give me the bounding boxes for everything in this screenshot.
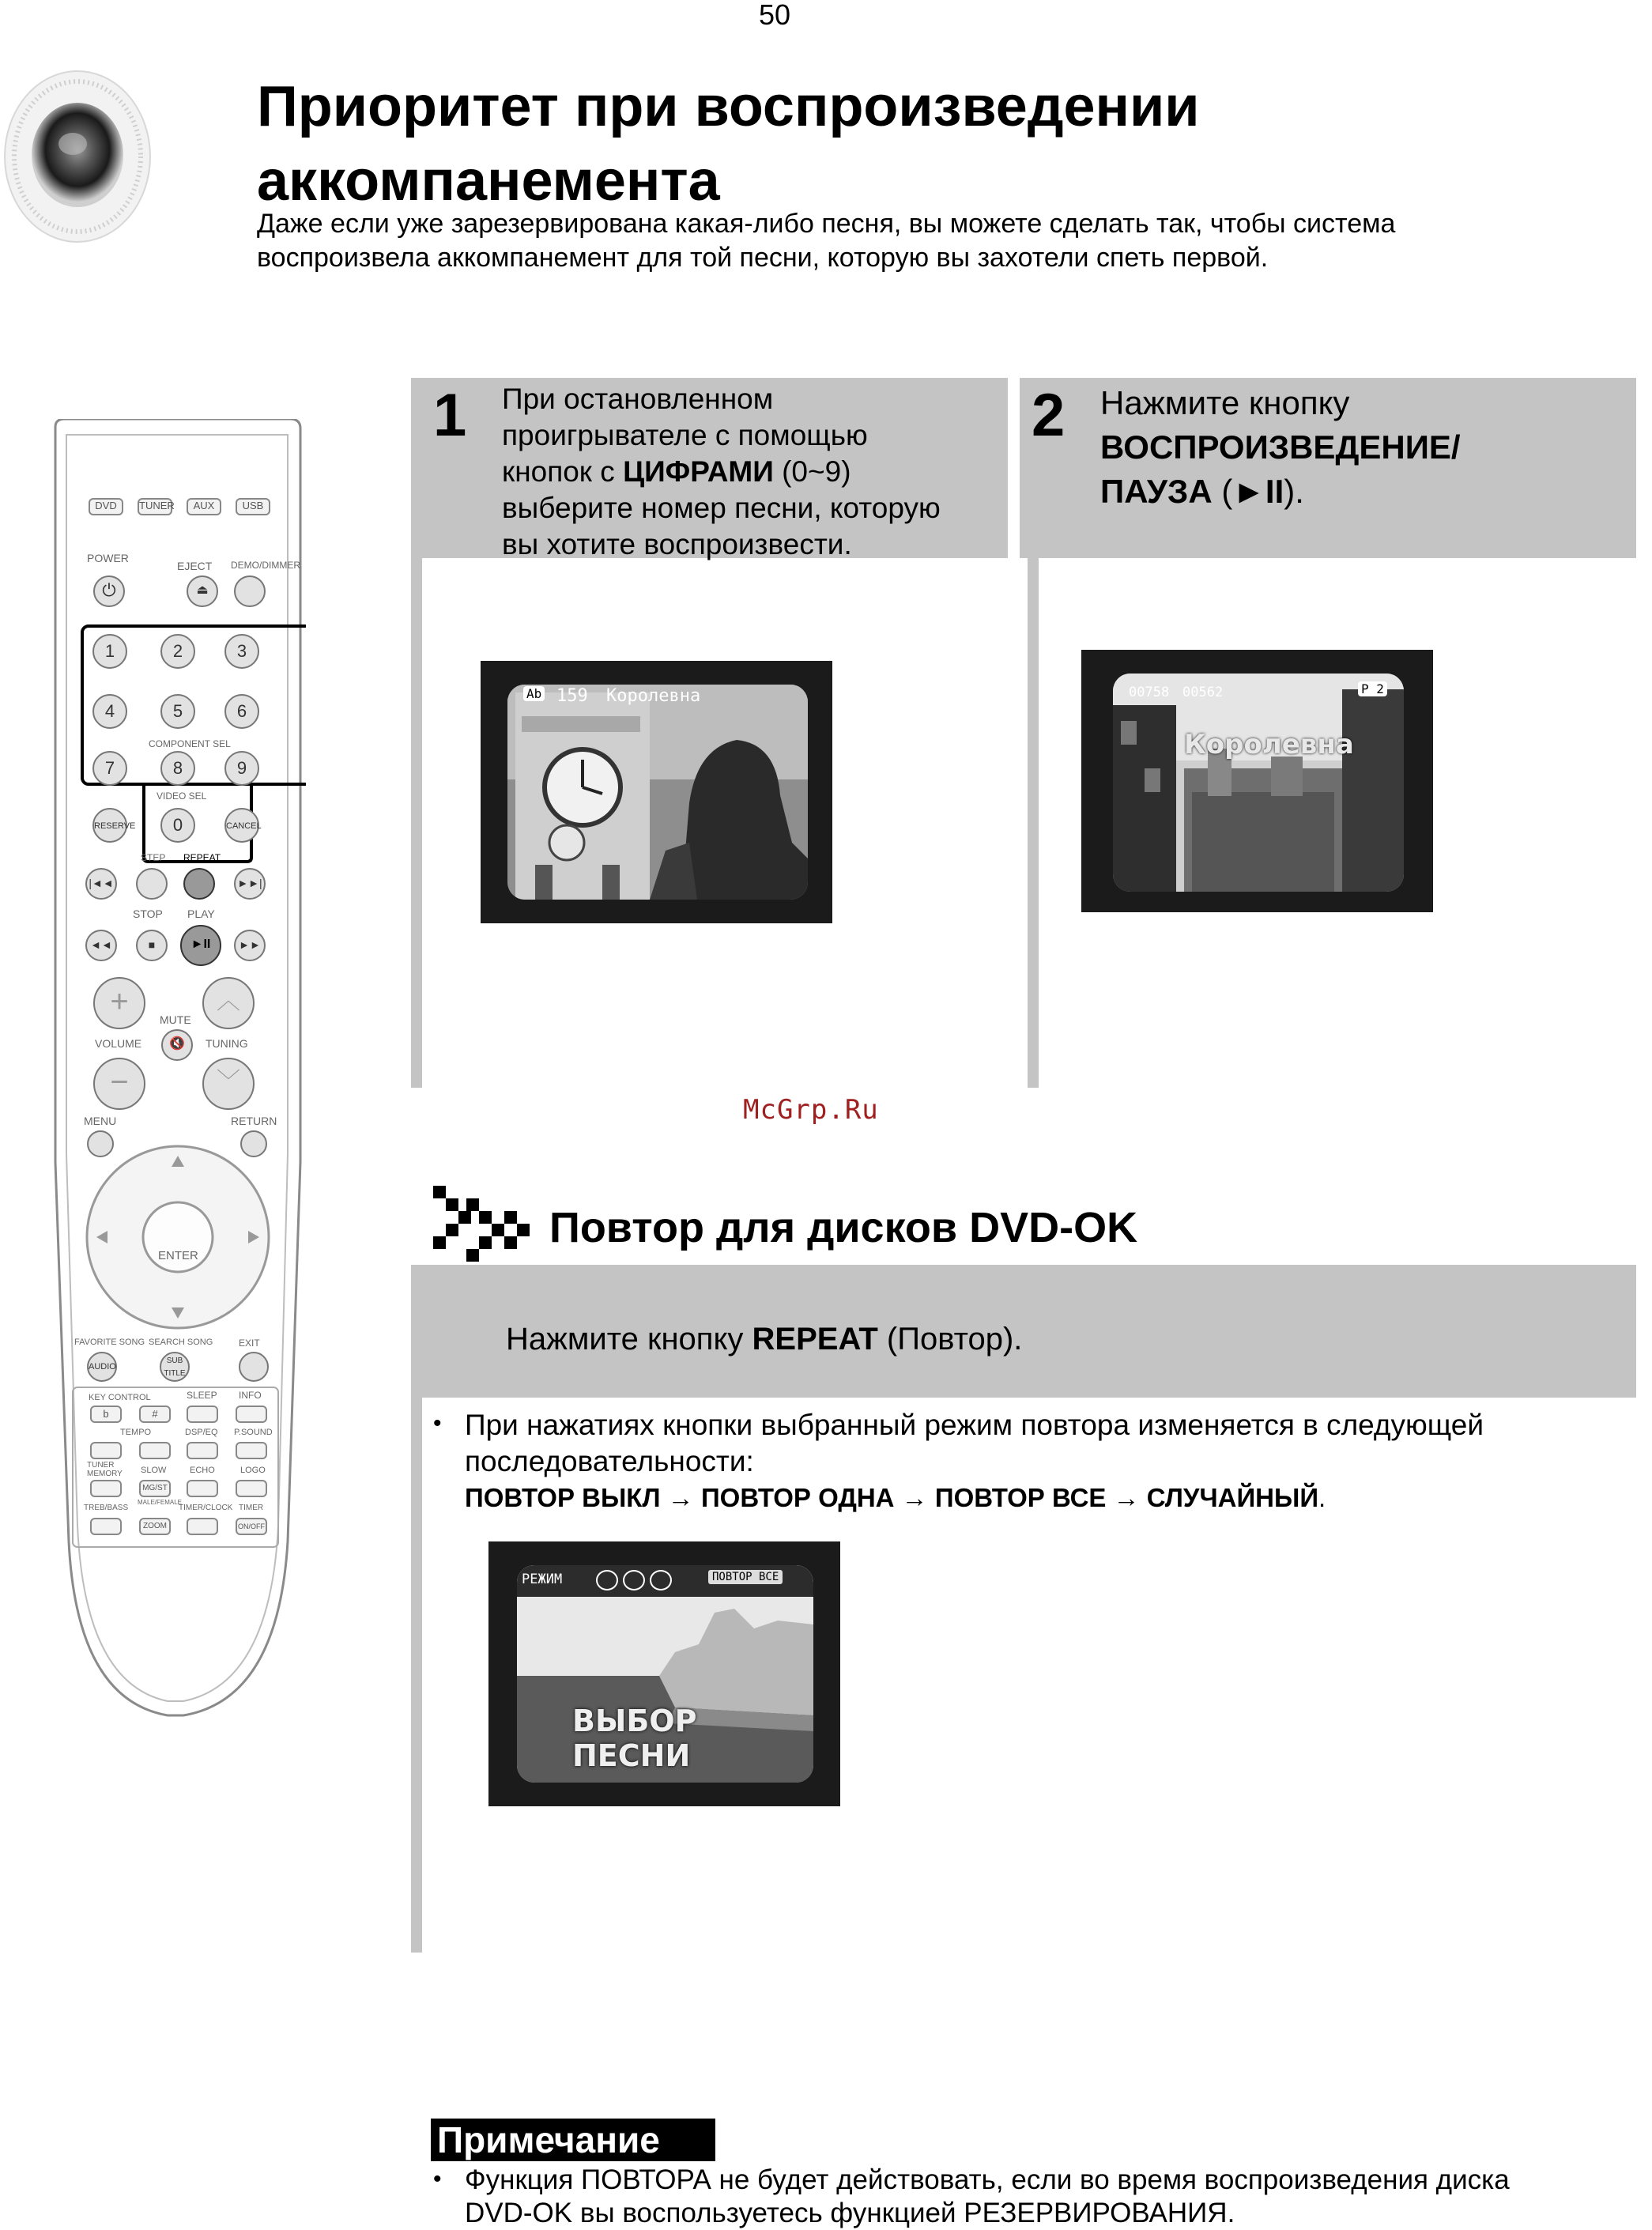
remote-down-button[interactable] <box>152 1282 204 1322</box>
repeat-side-bar <box>411 1265 422 1953</box>
remote-demo-button[interactable] <box>234 575 266 607</box>
intro-paragraph: Даже если уже зарезервирована какая-либо песня, вы можете сделать так, чтобы система воспроизвела аккомпанемент для той песни, которую вы захотели спеть первой. <box>257 209 1396 273</box>
remote-favorite-song-label: FAVORITE SONG <box>74 1338 145 1347</box>
remote-digit-2[interactable]: 2 <box>160 634 195 669</box>
remote-left-button[interactable] <box>90 1213 138 1261</box>
remote-tempo-label: TEMPO <box>120 1428 152 1437</box>
remote-dvd-button[interactable]: DVD <box>89 498 123 515</box>
remote-sharp-button[interactable]: # <box>139 1406 171 1423</box>
remote-sleep-button[interactable] <box>187 1406 218 1423</box>
section-title: Повтор для дисков DVD-OK <box>549 1204 1138 1251</box>
remote-stop-button[interactable]: ■ <box>136 930 168 961</box>
page-title: Приоритет при воспроизведении аккомпанемента <box>257 75 1200 213</box>
repeat-osd-caption: ВЫБОР ПЕСНИ <box>572 1704 697 1773</box>
remote-up-button[interactable] <box>152 1154 204 1194</box>
remote-enter-button[interactable] <box>143 1202 213 1272</box>
note-bullet: • <box>433 2166 442 2192</box>
step2-osd-badge: P 2 <box>1358 681 1387 696</box>
repeat-osd-repeat-all: ПОВТОР ВСЕ <box>708 1570 783 1584</box>
step2-side-bar <box>1028 558 1039 1088</box>
remote-digit-3[interactable]: 3 <box>224 634 259 669</box>
remote-tuning-down-button[interactable]: ﹀ <box>202 1058 255 1110</box>
sequence-text: При нажатиях кнопки выбранный режим повтора изменяется в следующей последовательности: ПОВТОР ВЫКЛ → ПОВТОР ОДНА → ПОВТОР ВСЕ → СЛУЧАЙНЫЙ. <box>465 1409 1484 1512</box>
remote-return-button[interactable] <box>240 1130 267 1157</box>
remote-mute-label: MUTE <box>160 1013 191 1026</box>
remote-mg-st-button[interactable]: MG/ST <box>139 1480 171 1497</box>
repeat-osd-mode: РЕЖИМ <box>522 1572 563 1587</box>
remote-volume-down-button[interactable]: − <box>93 1058 145 1110</box>
remote-tuner-button[interactable]: TUNER <box>138 498 172 515</box>
remote-eject-button[interactable]: ⏏ <box>187 575 218 607</box>
remote-psound-button[interactable] <box>236 1442 267 1459</box>
remote-reserve-button[interactable]: RESERVE <box>92 808 127 843</box>
remote-dsp-eq-label: DSP/EQ <box>185 1428 218 1437</box>
remote-echo-button[interactable] <box>187 1480 218 1497</box>
remote-component-sel-label: COMPONENT SEL <box>149 738 231 749</box>
remote-dsp-eq-button[interactable] <box>187 1442 218 1459</box>
speaker-icon <box>0 62 158 251</box>
remote-timer-clock-button[interactable] <box>187 1518 218 1535</box>
remote-aux-button[interactable]: AUX <box>187 498 221 515</box>
remote-step-label: STEP <box>141 852 166 863</box>
remote-audio-button[interactable]: AUDIO <box>87 1352 117 1382</box>
remote-echo-label: ECHO <box>190 1466 215 1475</box>
step1-screen-photo: Ab 159 Королевна <box>481 661 832 923</box>
step2-osd-time2: 00562 <box>1182 685 1224 700</box>
remote-tuning-up-button[interactable]: ︿ <box>202 977 255 1029</box>
remote-flat-button[interactable]: b <box>90 1406 122 1423</box>
remote-timer-label: TIMER <box>239 1504 264 1512</box>
remote-power-label: POWER <box>87 552 129 564</box>
remote-usb-button[interactable]: USB <box>236 498 270 515</box>
remote-power-button[interactable]: ⏻ <box>93 575 125 607</box>
step2-osd-title: Королевна <box>1184 729 1354 760</box>
remote-logo-label: LOGO <box>240 1466 266 1475</box>
remote-sleep-label: SLEEP <box>187 1390 217 1401</box>
remote-control <box>49 419 306 1723</box>
remote-body <box>49 419 306 1723</box>
step1-osd-title: Королевна <box>606 686 701 706</box>
page-number: 50 <box>758 0 791 31</box>
remote-digit-7[interactable]: 7 <box>92 751 127 786</box>
remote-repeat-button[interactable] <box>183 868 215 900</box>
remote-key-control-label: KEY CONTROL <box>89 1393 151 1402</box>
section-arrow-icon <box>433 1186 532 1265</box>
remote-volume-label: VOLUME <box>95 1037 142 1050</box>
remote-exit-button[interactable] <box>239 1352 269 1382</box>
remote-step-button[interactable] <box>136 868 168 900</box>
step2-osd-time1: 00758 <box>1129 685 1170 700</box>
step2-text: Нажмите кнопку ВОСПРОИЗВЕДЕНИЕ/ ПАУЗА (►II). <box>1100 384 1461 510</box>
remote-prev-button[interactable]: |◄◄ <box>85 868 117 900</box>
remote-tempo-down-button[interactable] <box>90 1442 122 1459</box>
remote-menu-label: MENU <box>84 1115 117 1127</box>
clock-tower-image <box>507 685 808 900</box>
remote-return-label: RETURN <box>231 1115 277 1127</box>
remote-digit-0[interactable]: 0 <box>160 808 195 843</box>
remote-rewind-button[interactable]: ◄◄ <box>85 930 117 961</box>
remote-zoom-button[interactable]: ZOOM <box>139 1518 171 1535</box>
step1-number: 1 <box>433 382 467 449</box>
remote-psound-label: P.SOUND <box>234 1428 273 1437</box>
step2-screen-photo <box>1081 650 1433 912</box>
watermark: McGrp.Ru <box>743 1094 879 1126</box>
remote-video-sel-label: VIDEO SEL <box>157 790 207 802</box>
remote-digit-8[interactable]: 8 <box>160 751 195 786</box>
remote-repeat-label: REPEAT <box>183 852 221 863</box>
remote-search-song-label: SEARCH SONG <box>149 1338 213 1347</box>
remote-tuning-label: TUNING <box>206 1037 248 1050</box>
remote-exit-label: EXIT <box>239 1338 260 1349</box>
remote-enter-label: ENTER <box>158 1249 198 1262</box>
remote-play-label: PLAY <box>187 907 215 920</box>
note-heading: Примечание <box>431 2119 715 2161</box>
remote-subtitle-button[interactable]: SUB TITLE <box>160 1352 190 1382</box>
remote-tuner-memory-button[interactable] <box>90 1480 122 1497</box>
remote-treb-bass-label: TREB/BASS <box>84 1504 129 1512</box>
note-text: Функция ПОВТОРА не будет действовать, если во время воспроизведения диска DVD-OK вы воспользуетесь функцией РЕЗЕРВИРОВАНИЯ. <box>465 2164 1510 2228</box>
remote-ffwd-button[interactable]: ►► <box>234 930 266 961</box>
remote-logo-button[interactable] <box>236 1480 267 1497</box>
remote-timer-onoff-button[interactable]: ON/OFF <box>236 1518 267 1535</box>
remote-right-button[interactable] <box>218 1213 266 1261</box>
remote-male-female-label: MALE/FEMALE <box>138 1499 183 1506</box>
remote-mute-button[interactable]: 🔇 <box>161 1029 193 1061</box>
remote-treb-bass-button[interactable] <box>90 1518 122 1535</box>
remote-info-label: INFO <box>239 1390 262 1401</box>
remote-info-button[interactable] <box>236 1406 267 1423</box>
remote-tuner-memory-label: TUNER MEMORY <box>87 1461 123 1478</box>
remote-play-pause-button[interactable]: ►II <box>180 925 221 966</box>
remote-cancel-button[interactable]: CANCEL <box>224 808 259 843</box>
remote-timer-clock-label: TIMER/CLOCK <box>179 1504 233 1512</box>
remote-digit-6[interactable]: 6 <box>224 694 259 729</box>
remote-demo-label: DEMO/DIMMER <box>231 560 300 571</box>
sequence-bullet: • <box>433 1410 442 1436</box>
step2-number: 2 <box>1032 382 1066 449</box>
remote-digit-4[interactable]: 4 <box>92 694 127 729</box>
repeat-screen-photo <box>488 1541 840 1806</box>
remote-digit-9[interactable]: 9 <box>224 751 259 786</box>
remote-digit-1[interactable]: 1 <box>92 634 127 669</box>
remote-stop-label: STOP <box>133 907 163 920</box>
step1-side-bar <box>411 378 422 1088</box>
repeat-instruction: Нажмите кнопку REPEAT (Повтор). <box>506 1322 1023 1356</box>
remote-menu-button[interactable] <box>87 1130 114 1157</box>
remote-slow-label: SLOW <box>141 1466 167 1475</box>
remote-next-button[interactable]: ►►| <box>234 868 266 900</box>
city-image <box>1113 674 1404 892</box>
remote-volume-up-button[interactable]: + <box>93 977 145 1029</box>
remote-tempo-up-button[interactable] <box>139 1442 171 1459</box>
step1-osd-counter: 159 <box>556 686 588 706</box>
remote-eject-label: EJECT <box>177 560 213 572</box>
remote-digit-5[interactable]: 5 <box>160 694 195 729</box>
step1-text: При остановленном проигрывателе с помощью кнопок с ЦИФРАМИ (0~9) выберите номер песни, которую вы хотите воспроизвести. <box>502 383 941 560</box>
